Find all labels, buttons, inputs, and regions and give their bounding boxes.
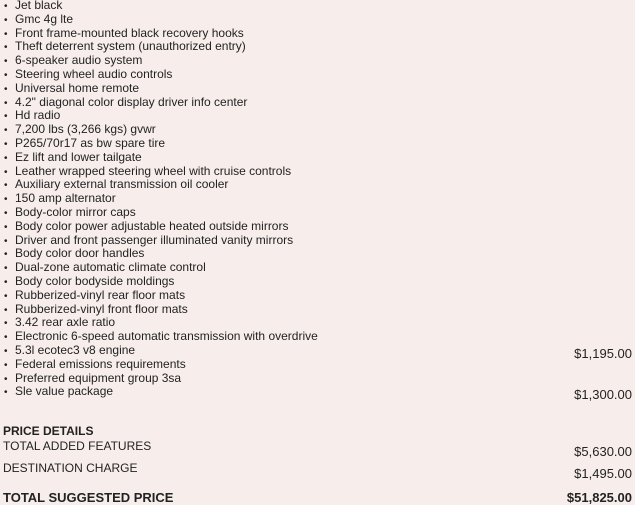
bullet-icon: • <box>4 14 8 26</box>
feature-label: Rubberized-vinyl front floor mats <box>15 301 188 316</box>
bullet-icon: • <box>4 332 8 344</box>
bullet-icon: • <box>4 152 8 164</box>
feature-item <box>4 178 632 192</box>
bullet-icon: • <box>4 263 8 275</box>
feature-label: Jet black <box>15 0 63 12</box>
feature-item <box>4 342 632 361</box>
bullet-icon: • <box>4 42 8 54</box>
bullet-icon: • <box>4 249 8 261</box>
feature-label: Electronic 6-speed automatic transmission with overdrive <box>15 329 318 344</box>
bullet-icon: • <box>4 83 8 95</box>
feature-label: 3.42 rear axle ratio <box>15 315 116 330</box>
bullet-icon: • <box>4 56 8 68</box>
total-price-value: $51,825.00 <box>566 490 632 505</box>
feature-price: $1,195.00 <box>574 345 632 361</box>
feature-label: Universal home remote <box>15 80 140 95</box>
feature-label: 150 amp alternator <box>15 191 116 206</box>
feature-item <box>4 289 632 303</box>
feature-label: Ez lift and lower tailgate <box>15 149 142 164</box>
bullet-icon: • <box>4 125 8 137</box>
feature-label: Rubberized-vinyl rear floor mats <box>15 287 186 302</box>
feature-price: $1,300.00 <box>574 387 632 403</box>
feature-item <box>4 40 632 54</box>
feature-label: Hd radio <box>15 108 61 123</box>
bullet-icon: • <box>4 138 8 150</box>
feature-item <box>4 220 632 234</box>
feature-label: Theft deterrent system (unauthorized entry) <box>15 39 246 54</box>
feature-item <box>4 165 632 179</box>
bullet-icon: • <box>4 69 8 81</box>
feature-item <box>4 234 632 248</box>
feature-item <box>4 261 632 275</box>
bullet-icon: • <box>4 373 8 385</box>
feature-label: Steering wheel audio controls <box>15 66 173 81</box>
bullet-icon: • <box>4 345 8 357</box>
feature-label: Gmc 4g lte <box>15 11 74 26</box>
feature-label: Body color bodyside moldings <box>15 273 175 288</box>
feature-item <box>4 192 632 206</box>
feature-item <box>4 151 632 165</box>
bullet-icon: • <box>4 194 8 206</box>
bullet-icon: • <box>4 97 8 109</box>
bullet-icon: • <box>4 387 8 399</box>
price-row-destination-charge <box>3 461 632 483</box>
bullet-icon: • <box>4 318 8 330</box>
feature-label: 4.2" diagonal color display driver info center <box>15 94 248 109</box>
bullet-icon: • <box>4 221 8 233</box>
feature-label: Front frame-mounted black recovery hooks <box>15 25 244 40</box>
bullet-icon: • <box>4 28 8 40</box>
bullet-icon: • <box>4 1 8 12</box>
bullet-icon: • <box>4 111 8 123</box>
bullet-icon: • <box>4 359 8 371</box>
total-price-label: TOTAL SUGGESTED PRICE <box>3 490 174 505</box>
feature-item <box>4 206 632 220</box>
feature-list <box>4 0 632 403</box>
feature-label: 6-speaker audio system <box>15 53 143 68</box>
feature-item <box>4 330 632 344</box>
feature-label: Body color power adjustable heated outside mirrors <box>15 218 289 233</box>
feature-item <box>4 68 632 82</box>
feature-item <box>4 358 632 372</box>
feature-item <box>4 96 632 110</box>
bullet-icon: • <box>4 207 8 219</box>
bullet-icon: • <box>4 304 8 316</box>
feature-item <box>4 27 632 41</box>
price-details-heading: PRICE DETAILS <box>3 424 94 438</box>
feature-label: Driver and front passenger illuminated vanity mirrors <box>15 232 294 247</box>
feature-label: Preferred equipment group 3sa <box>15 370 182 385</box>
price-row-label: TOTAL ADDED FEATURES <box>3 439 152 453</box>
feature-item <box>4 137 632 151</box>
feature-label: Dual-zone automatic climate control <box>15 260 206 275</box>
feature-item <box>4 384 632 403</box>
price-details <box>3 423 632 483</box>
feature-item <box>4 13 632 27</box>
feature-label: Leather wrapped steering wheel with cruise controls <box>15 163 292 178</box>
feature-item <box>4 275 632 289</box>
feature-label: Body-color mirror caps <box>15 204 136 219</box>
price-row-value: $1,495.00 <box>574 466 632 481</box>
feature-label: Body color door handles <box>15 246 145 261</box>
feature-item <box>4 0 632 13</box>
feature-label: 7,200 lbs (3,266 kgs) gvwr <box>15 122 156 137</box>
feature-label: 5.3l ecotec3 v8 engine <box>15 342 136 357</box>
feature-item <box>4 316 632 330</box>
feature-item <box>4 247 632 261</box>
feature-item <box>4 82 632 96</box>
feature-item <box>4 372 632 386</box>
price-row-added-features <box>3 439 632 461</box>
feature-item <box>4 109 632 123</box>
bullet-icon: • <box>4 276 8 288</box>
total-suggested-price <box>3 489 632 505</box>
feature-label: Auxiliary external transmission oil cooler <box>15 177 229 192</box>
bullet-icon: • <box>4 290 8 302</box>
feature-item <box>4 123 632 137</box>
bullet-icon: • <box>4 235 8 247</box>
feature-item <box>4 303 632 317</box>
price-row-label: DESTINATION CHARGE <box>3 461 138 475</box>
feature-label: Federal emissions requirements <box>15 356 186 371</box>
bullet-icon: • <box>4 166 8 178</box>
feature-label: Sle value package <box>15 384 114 399</box>
price-row-value: $5,630.00 <box>574 444 632 459</box>
bullet-icon: • <box>4 180 8 192</box>
feature-label: P265/70r17 as bw spare tire <box>15 135 166 150</box>
feature-item <box>4 54 632 68</box>
